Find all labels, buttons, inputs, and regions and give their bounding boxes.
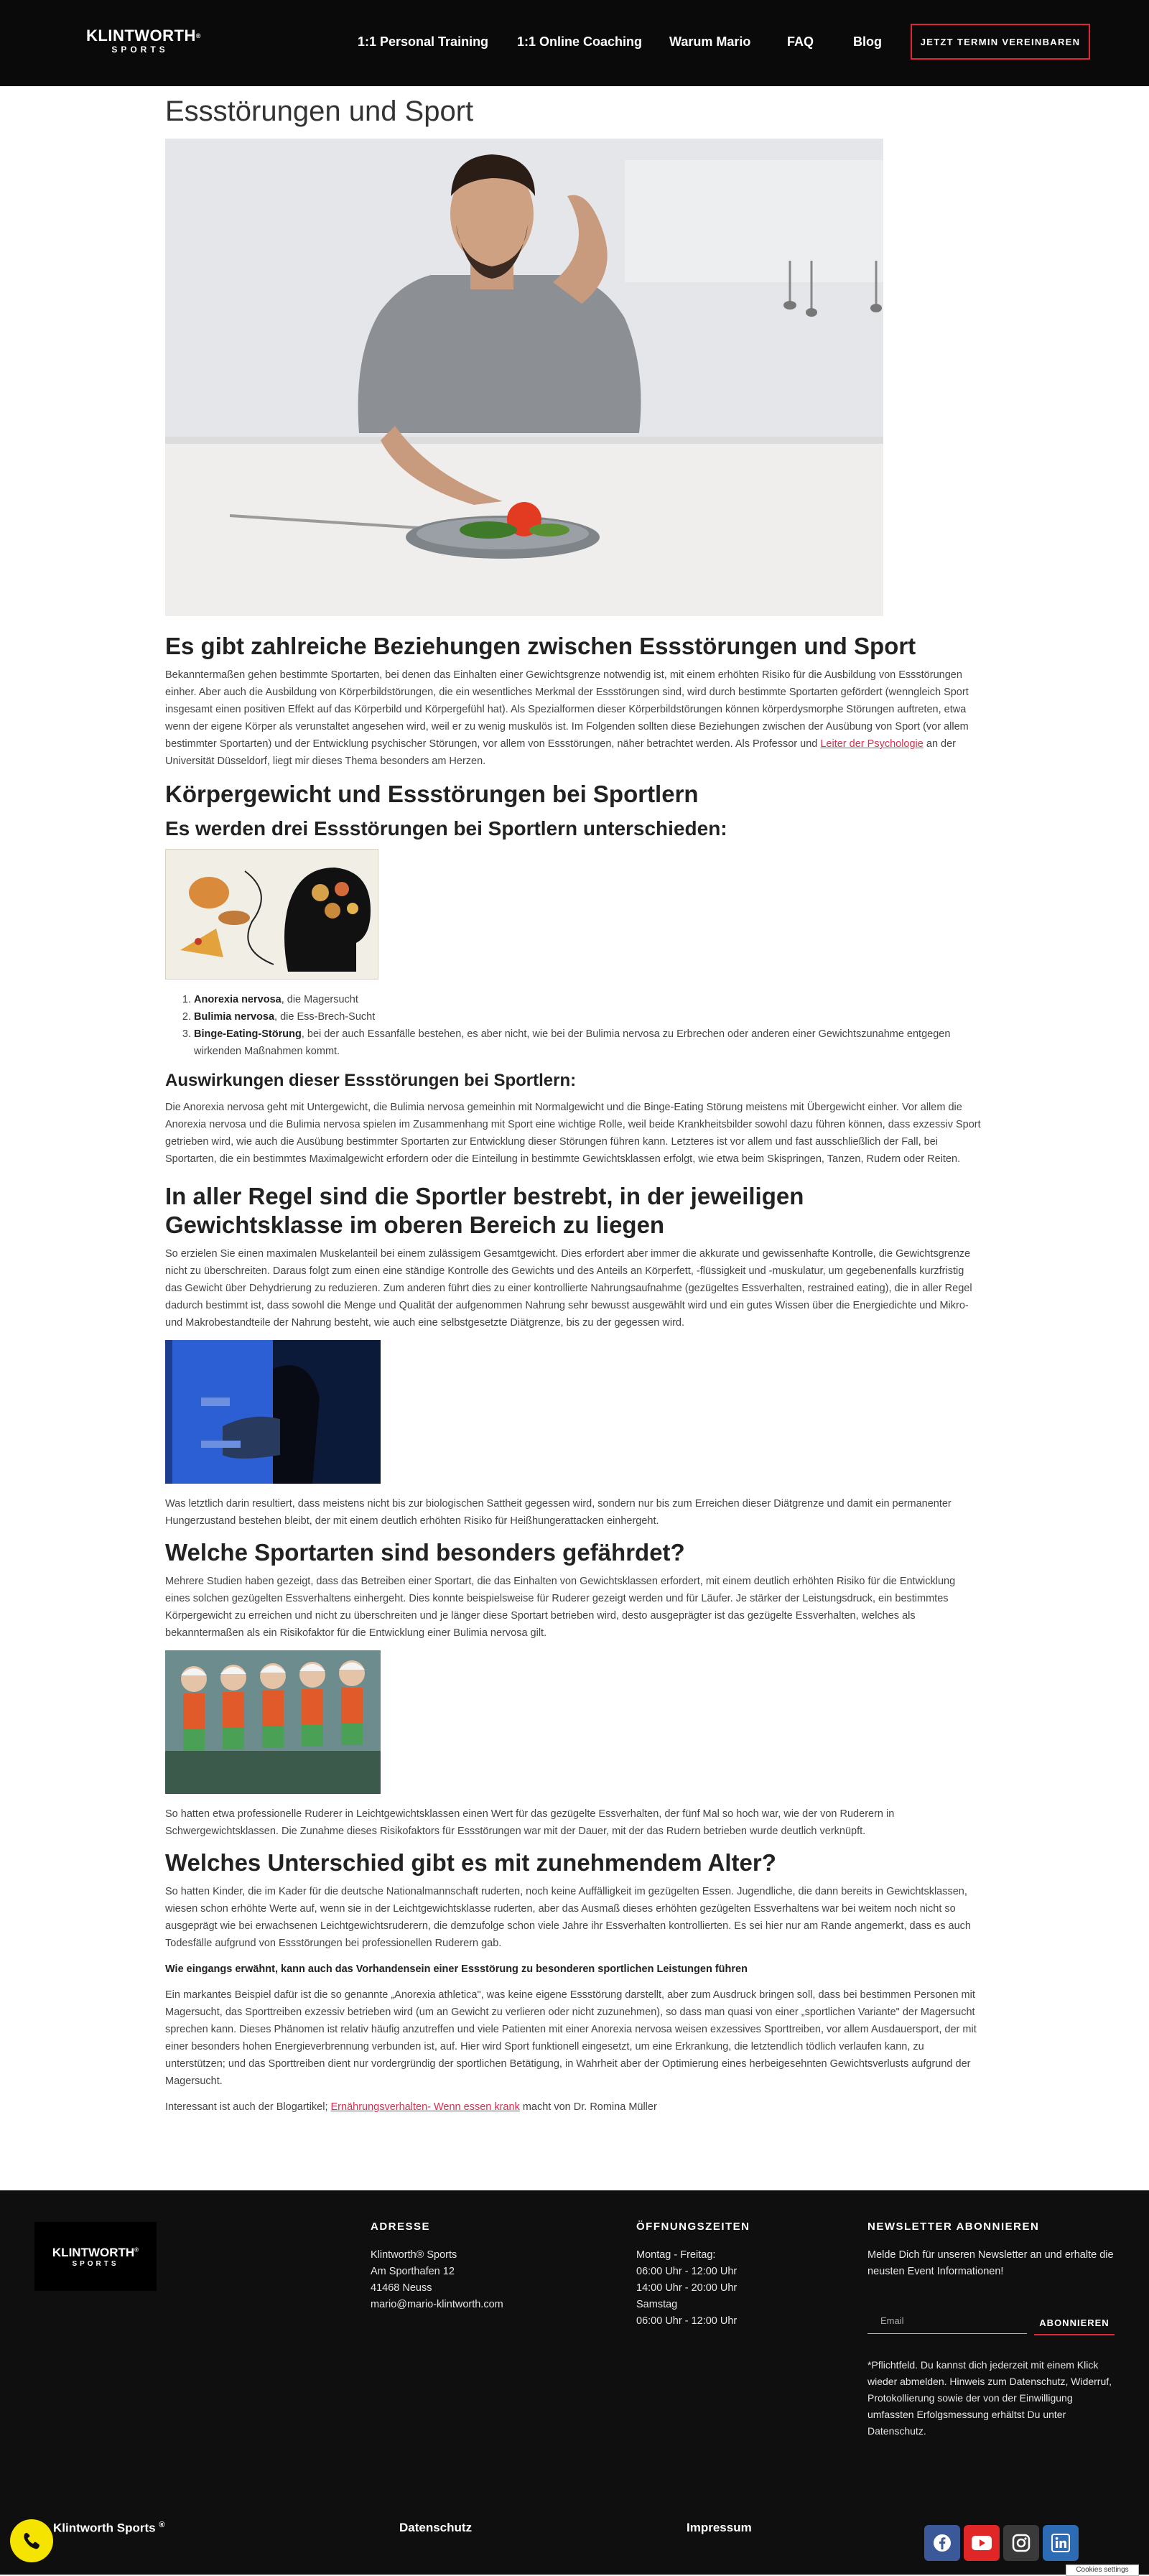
hero-image-man-salad bbox=[165, 139, 883, 616]
link-psychology[interactable]: Leiter der Psychologie bbox=[820, 738, 924, 750]
rowers-illustration bbox=[165, 1650, 381, 1794]
footer-newsletter bbox=[867, 2221, 1119, 2280]
hours-line: Montag - Freitag: bbox=[636, 2249, 716, 2261]
hours-line: Samstag bbox=[636, 2299, 678, 2310]
disorder-list bbox=[165, 991, 982, 1060]
footer-address bbox=[371, 2221, 503, 2313]
address-line: Am Sporthafen 12 bbox=[371, 2266, 455, 2277]
page-title: Essstörungen und Sport bbox=[165, 96, 474, 127]
footer-hours bbox=[636, 2221, 750, 2330]
nav-faq[interactable]: FAQ bbox=[787, 34, 814, 49]
newsletter-privacy-note: *Pflichtfeld. Du kannst dich jederzeit mit einem Klick wieder abmelden. Hinweis zum Datenschutz, Widerruf, Protokollierung sowie der von der Einwilligung umfassten Erfolgsmessung erhältst Du unter Datenschutz. bbox=[867, 2359, 1112, 2437]
paragraph-weight-class: So erzielen Sie einen maximalen Muskelanteil bei einem zulässigem Gesamtgewicht. Dies erfordert aber immer die akkurate und gewissenhafte Kontrolle, die Gewichtsgrenze nicht zu überschreiten. Daraus folgt zum einen eine ständige Kontrolle des Gewichts und des Anteils an Körperfett, -flüssigkeit und -muskulatur, um gegebenenfalls kurzfristig das Gewicht über Dehydrierung zu reduzieren. Zum anderen führt dies zu einer kontrollierte Nahrungsaufnahme (gezügeltes Essverhalten, restrained eating), die in aller Regel dadurch bestimmt ist, dass sowohl die Menge und Qualität der aufgenommen Nahrung sehr bewusst ausgewählt wird und ein gutes Wissen über die Energiedichte und Mikro- und Makrobestandteile der Nahrung besteht, wie auch eine selbstgesetzte Diätgrenze, bis zu der gegessen wird. bbox=[165, 1248, 972, 1329]
phone-icon bbox=[21, 2530, 42, 2552]
facebook-icon[interactable] bbox=[924, 2525, 960, 2561]
article bbox=[165, 90, 982, 2124]
heading-weight-class: In aller Regel sind die Sportler bestrebt, in der jeweiligen Gewichtsklasse im oberen Bereich zu liegen bbox=[165, 1183, 804, 1238]
imprint-link[interactable]: Impressum bbox=[687, 2521, 752, 2534]
list-item: 3. Binge-Eating-Störung, bei der auch Essanfälle bestehen, es aber nicht, wie bei der Bulimia nervosa zu Erbrechen oder anderen einer Gewichtszunahme entgegen wirkenden Maßnahmen kommt. bbox=[194, 1026, 982, 1060]
brain-food-illustration bbox=[166, 850, 378, 979]
heading-sports-at-risk: Welche Sportarten sind besonders gefährdet? bbox=[165, 1539, 685, 1566]
nav-online-coaching[interactable]: 1:1 Online Coaching bbox=[517, 34, 643, 49]
logo-text: KLINTWORTH bbox=[86, 27, 196, 45]
address-heading: ADRESSE bbox=[371, 2221, 431, 2233]
paragraph-diet-limit: Was letztlich darin resultiert, dass meistens nicht bis zur biologischen Sattheit gegessen wird, sondern nur bis zum Erreichen dieser Diätgrenze und damit ein permanenter Hungerzustand bestehen bleibt, der mit einem deutlich erhöhten Risiko für Heißhungerattacken einhergeht. bbox=[165, 1498, 952, 1527]
logo-registered-mark: ® bbox=[195, 32, 201, 39]
hours-line: 06:00 Uhr - 12:00 Uhr bbox=[636, 2315, 738, 2327]
site-footer bbox=[0, 2190, 1149, 2575]
paragraph-rowers: So hatten etwa professionelle Ruderer in Leichtgewichtsklassen einen Wert für das gezügelte Essverhalten, der fünf Mal so hoch war, wie der von Ruderern in Schwergewichtsklassen. Die Zunahme dieses Risikofaktors für Essstörungen war mit der Dauer, mit der das Rudern betrieben wurde deutlich verknüpft. bbox=[165, 1808, 895, 1837]
heading-effects: Auswirkungen dieser Essstörungen bei Sportlern: bbox=[165, 1071, 577, 1090]
address-line: 41468 Neuss bbox=[371, 2282, 432, 2294]
heading-relations: Es gibt zahlreiche Beziehungen zwischen Essstörungen und Sport bbox=[165, 633, 916, 659]
subscribe-button[interactable]: ABONNIEREN bbox=[1034, 2311, 1115, 2335]
paragraph-further-reading: Interessant ist auch der Blogartikel; Ernährungsverhalten- Wenn essen krank macht von Dr. Romina Müller bbox=[165, 2101, 657, 2113]
heading-age: Welches Unterschied gibt es mit zunehmendem Alter? bbox=[165, 1849, 776, 1876]
image-brain-food bbox=[165, 849, 378, 980]
paragraph-effects: Die Anorexia nervosa geht mit Untergewicht, die Bulimia nervosa gemeinhin mit Normalgewicht und die Binge-Eating Störung meistens mit Übergewicht einher. Vor allem die Anorexia nervosa und die Bulimia nervosa spielen im Zusammenhang mit Sport eine wichtige Rolle, weil beide Krankheitsbilder sowohl dazu führen können, dass exzessiv Sport getrieben wird, wie auch die Ausübung bestimmter Sportarten zur Entwicklung dieser Störungen führen kann. Letzteres ist vor allem und fast ausschließlich der Fall, bei Sportarten, die ein bestimmtes Maximalgewicht erfordern oder die Einteilung in bestimmte Gewichtsklassen erfolgt, wie etwa beim Skispringen, Tanzen, Rudern oder Reiten. bbox=[165, 1102, 981, 1165]
instagram-icon[interactable] bbox=[1003, 2525, 1039, 2561]
paragraph-relations: Bekanntermaßen gehen bestimmte Sportarten, bei denen das Einhalten einer Gewichtsgrenze notwendig ist, mit einem erhöhten Risiko für die Ausbildung von Essstörungen einher. Aber auch die Ausbildung von Körperbildstörungen, die ein wesentliches Merkmal der Essstörungen sind, wird durch bestimmte Sportarten gefördert (wenngleich Sport insgesamt einen positiven Effekt auf das Körperbild und Körpergefühl hat). Als Spezialformen dieser Körperbildstörungen können körperdysmorphe Störungen auftreten, etwa wenn der eigene Körper als verunstaltet angesehen wird, weil er zu wenig muskulös ist. Im Folgenden sollten diese Beziehungen zwischen der Ausübung von Sport (vor allem bestimmter Sportarten) und der Entwicklung psychischer Störungen, vor allem von Essstörungen, näher betrachtet werden. Als Professor und Leiter der Psychologie an der Universität Düsseldorf, liegt mir dieses Thema besonders am Herzen. bbox=[165, 669, 969, 767]
email-link[interactable]: mario@mario-klintworth.com bbox=[371, 2299, 503, 2310]
phone-call-button[interactable] bbox=[10, 2519, 53, 2562]
footer-logo[interactable] bbox=[34, 2222, 157, 2291]
image-rowers bbox=[165, 1650, 381, 1794]
privacy-link[interactable]: Datenschutz bbox=[399, 2521, 473, 2534]
footer-logo-subtitle: SPORTS bbox=[72, 2259, 119, 2268]
newsletter-text: Melde Dich für unseren Newsletter an und erhalte die neusten Event Informationen! bbox=[867, 2249, 1114, 2277]
hours-line: 06:00 Uhr - 12:00 Uhr bbox=[636, 2266, 738, 2277]
image-fridge-night bbox=[165, 1340, 381, 1484]
cookie-settings-button[interactable]: Cookies settings bbox=[1066, 2565, 1139, 2576]
hero-illustration bbox=[165, 139, 883, 616]
newsletter-heading: NEWSLETTER ABONNIEREN bbox=[867, 2221, 1040, 2233]
book-appointment-button[interactable]: JETZT TERMIN VEREINBAREN bbox=[911, 24, 1090, 60]
list-item: 1. Anorexia nervosa, die Magersucht bbox=[194, 991, 982, 1008]
paragraph-sports-at-risk: Mehrere Studien haben gezeigt, dass das Betreiben einer Sportart, die das Einhalten von Gewichtsklassen erfordert, mit einem deutlich erhöhten Risiko für die Entwicklung eines solchen gezügelten Essverhaltens einhergeht. Dies konnte beispielsweise für Ruderer gezeigt werden und für Läufer. Je stärker der Leistungsdruck, ein bestimmtes Körpergewicht zu erreichen und nicht zu überschreiten und je länger diese Sportart betrieben wird, desto ausgeprägter ist das gezügelte Essverhalten, welches als bekanntermaßen als ein Risikofaktor für die Entwicklung einer Bulimia nervosa gilt. bbox=[165, 1576, 956, 1639]
paragraph-age: So hatten Kinder, die im Kader für die deutsche Nationalmannschaft ruderten, noch keine Auffälligkeit im gezügelten Essen. Jugendliche, die dann bereits in Gewichtsklassen, wiesen schon erhöhte Werte auf, wenn sie in der Leichtgewichtsklasse ruderten, aber das Ausmaß dieses erhöhten gezügelten Essverhaltens war bei weitem noch nicht so ausgeprägt wie bei erwachsenen Leichtgewichtsruderern, die demzufolge schon viele Jahre ihr Essverhalten kontrollierten. Es sei hier nur am Rande angemerkt, dass es auch Todesfälle aufgrund von Essstörungen bei professionellen Ruderern gab. bbox=[165, 1886, 971, 1949]
paragraph-anorexia-athletica: Ein markantes Beispiel dafür ist die so genannte „Anorexia athletica", was keine eigene Essstörung darstellt, aber zum Ausdruck bringen soll, dass bei bestimmen Personen mit Magersucht, das Sporttreiben exzessiv betrieben wird (um an Gewicht zu verlieren oder nicht zuzunehmen), so dass man quasi von einer „sportlichen Variante" der Magersucht sprechen kann. Dieses Phänomen ist relativ häufig anzutreffen und viele Patienten mit einer Anorexia nervosa weisen exzessives Sporttreiben, vor allem Ausdauersport, der mit einer besonders hohen Energieverbrennung verbunden ist, auf. Hier wird Sport funktionell eingesetzt, um eine Erkrankung, die letztendlich tödlich verlaufen kann, zu unterstützen; und das Sporttreiben dient nur vordergründig der sportlichen Betätigung, in Wahrheit aber der Optimierung eines herbeigesehnten Gewichtsverlusts aufgrund der Magersucht. bbox=[165, 1989, 977, 2087]
link-blog-article[interactable]: Ernährungsverhalten- Wenn essen krank bbox=[330, 2101, 520, 2113]
fridge-illustration bbox=[165, 1340, 381, 1484]
site-logo[interactable] bbox=[86, 27, 201, 55]
footer-brand-registered-mark: ® bbox=[159, 2521, 165, 2529]
nav-personal-training[interactable]: 1:1 Personal Training bbox=[358, 34, 489, 49]
footer-logo-registered-mark: ® bbox=[134, 2246, 139, 2253]
paragraph-bold-note: Wie eingangs erwähnt, kann auch das Vorhandensein einer Essstörung zu besonderen sportlichen Leistungen führen bbox=[165, 1963, 748, 1975]
linkedin-icon[interactable] bbox=[1043, 2525, 1079, 2561]
newsletter-email-input[interactable]: Email bbox=[867, 2311, 1027, 2334]
footer-brand bbox=[53, 2521, 164, 2536]
address-line: Klintworth® Sports bbox=[371, 2249, 457, 2261]
heading-three-disorders: Es werden drei Essstörungen bei Sportlern unterschieden: bbox=[165, 817, 727, 840]
nav-blog[interactable]: Blog bbox=[853, 34, 882, 49]
site-header bbox=[0, 0, 1149, 86]
footer-logo-text: KLINTWORTH bbox=[52, 2245, 135, 2259]
list-item: 2. Bulimia nervosa, die Ess-Brech-Sucht bbox=[194, 1008, 982, 1026]
hours-heading: ÖFFNUNGSZEITEN bbox=[636, 2221, 750, 2233]
logo-subtitle: SPORTS bbox=[111, 45, 169, 55]
nav-warum-mario[interactable]: Warum Mario bbox=[669, 34, 751, 49]
footer-brand-text: Klintworth Sports bbox=[53, 2521, 156, 2535]
heading-body-weight: Körpergewicht und Essstörungen bei Sportlern bbox=[165, 781, 699, 807]
hours-line: 14:00 Uhr - 20:00 Uhr bbox=[636, 2282, 738, 2294]
youtube-icon[interactable] bbox=[964, 2525, 1000, 2561]
